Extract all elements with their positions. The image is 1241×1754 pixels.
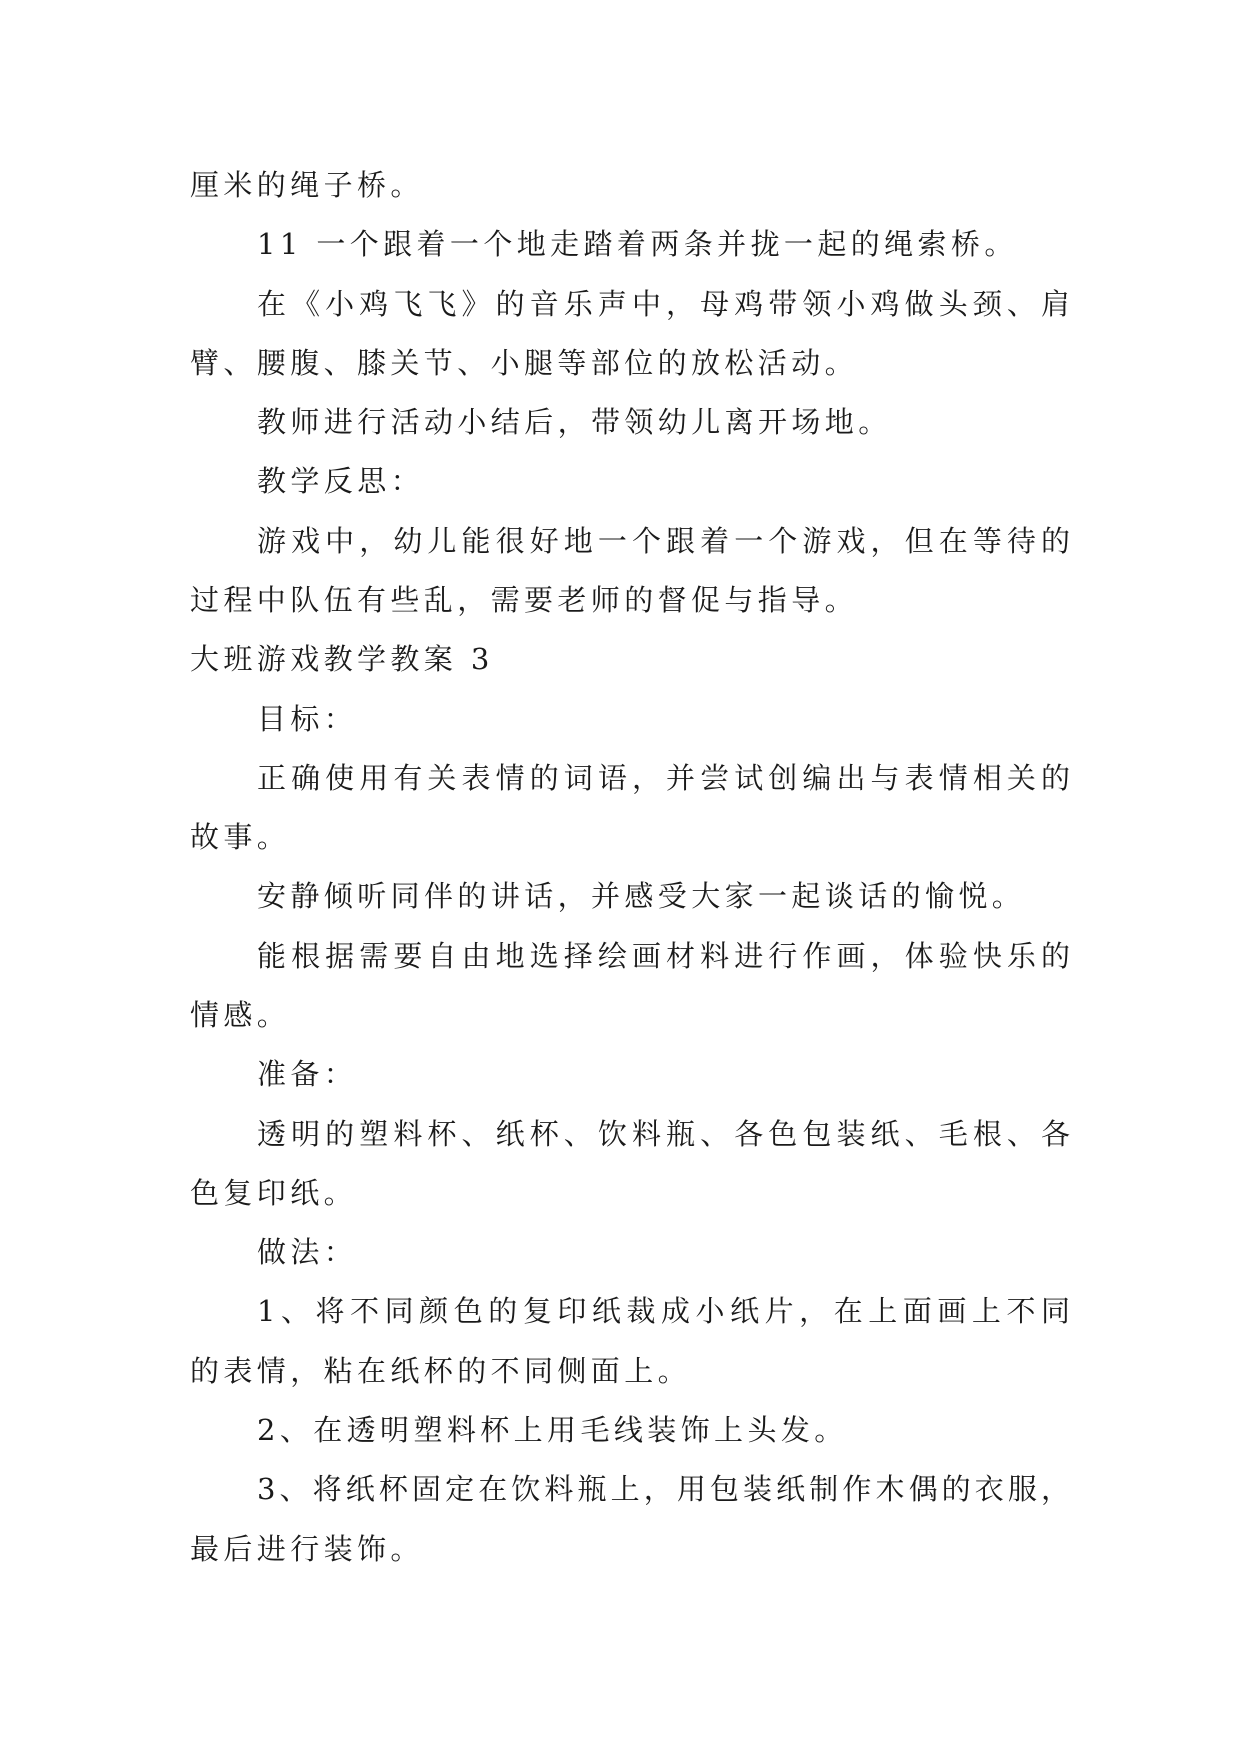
paragraph-line: 正确使用有关表情的词语，并尝试创编出与表情相关的 xyxy=(257,761,1070,795)
paragraph-line: 能根据需要自由地选择绘画材料进行作画，体验快乐的 xyxy=(257,939,1070,973)
paragraph-line: 色复印纸。 xyxy=(190,1176,358,1210)
paragraph-line: 1、将不同颜色的复印纸裁成小纸片，在上面画上不同 xyxy=(257,1294,1070,1328)
paragraph-line: 教师进行活动小结后，带领幼儿离开场地。 xyxy=(257,405,892,439)
paragraph-line: 故事。 xyxy=(190,820,291,854)
paragraph-line: 的表情，粘在纸杯的不同侧面上。 xyxy=(190,1354,692,1388)
section-label: 准备： xyxy=(257,1057,358,1091)
paragraph-line: 厘米的绳子桥。 xyxy=(190,168,424,202)
paragraph-line: 情感。 xyxy=(190,998,291,1032)
paragraph-line: 透明的塑料杯、纸杯、饮料瓶、各色包装纸、毛根、各 xyxy=(257,1117,1070,1151)
section-label: 教学反思： xyxy=(257,464,425,498)
paragraph-line: 在《小鸡飞飞》的音乐声中，母鸡带领小鸡做头颈、肩 xyxy=(257,287,1070,321)
paragraph-line: 3、将纸杯固定在饮料瓶上，用包装纸制作木偶的衣服， xyxy=(257,1472,1070,1506)
paragraph-line: 臂、腰腹、膝关节、小腿等部位的放松活动。 xyxy=(190,346,859,380)
paragraph-line: 最后进行装饰。 xyxy=(190,1532,424,1566)
paragraph-line: 11 一个跟着一个地走踏着两条并拢一起的绳索桥。 xyxy=(257,227,1018,261)
paragraph-line: 过程中队伍有些乱，需要老师的督促与指导。 xyxy=(190,583,859,617)
section-label: 目标： xyxy=(257,702,358,736)
paragraph-line: 安静倾听同伴的讲话，并感受大家一起谈话的愉悦。 xyxy=(257,879,1026,913)
section-label: 做法： xyxy=(257,1235,358,1269)
paragraph-line: 游戏中，幼儿能很好地一个跟着一个游戏，但在等待的 xyxy=(257,524,1070,558)
paragraph-line: 2、在透明塑料杯上用毛线装饰上头发。 xyxy=(257,1413,848,1447)
section-heading: 大班游戏教学教案 3 xyxy=(190,642,494,676)
